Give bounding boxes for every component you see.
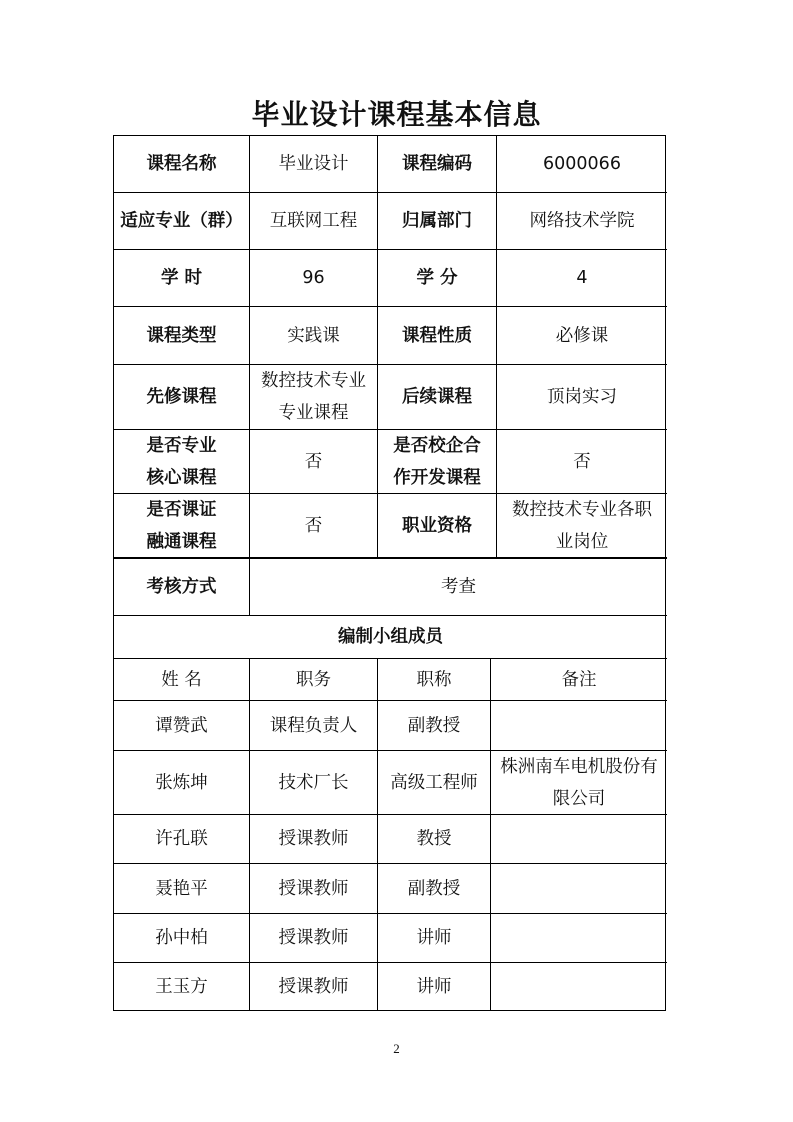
page-number: 2 <box>393 1041 400 1056</box>
member-position: 技术厂长 <box>250 751 378 815</box>
member-note <box>491 815 667 864</box>
member-position: 授课教师 <box>250 914 378 963</box>
member-note <box>491 914 667 963</box>
qualification-label: 职业资格 <box>378 494 497 559</box>
cert-label: 是否课证融通课程 <box>114 494 250 559</box>
member-title: 教授 <box>378 815 491 864</box>
type-label: 课程类型 <box>114 307 250 365</box>
nature-label: 课程性质 <box>378 307 497 365</box>
core-value: 否 <box>250 430 378 494</box>
member-title: 副教授 <box>378 864 491 914</box>
member-title: 高级工程师 <box>378 751 491 815</box>
team-section-title: 编制小组成员 <box>114 616 667 659</box>
hours-value: 96 <box>250 250 378 307</box>
member-note <box>491 701 667 751</box>
prereq-value: 数控技术专业专业课程 <box>250 365 378 430</box>
team-header-position: 职务 <box>250 659 378 701</box>
member-name: 张炼坤 <box>114 751 250 815</box>
member-title: 副教授 <box>378 701 491 751</box>
core-label: 是否专业核心课程 <box>114 430 250 494</box>
course-info-table <box>113 135 666 1011</box>
assessment-value: 考查 <box>250 559 667 616</box>
team-header-name: 姓 名 <box>114 659 250 701</box>
member-name: 聂艳平 <box>114 864 250 914</box>
hours-label: 学 时 <box>114 250 250 307</box>
member-name: 谭赞武 <box>114 701 250 751</box>
team-header-note: 备注 <box>491 659 667 701</box>
member-note <box>491 864 667 914</box>
member-name: 孙中柏 <box>114 914 250 963</box>
member-position: 授课教师 <box>250 864 378 914</box>
cert-value: 否 <box>250 494 378 559</box>
member-title: 讲师 <box>378 914 491 963</box>
dept-label: 归属部门 <box>378 193 497 250</box>
qualification-value: 数控技术专业各职业岗位 <box>497 494 667 559</box>
assessment-label: 考核方式 <box>114 559 250 616</box>
team-header-title: 职称 <box>378 659 491 701</box>
prereq-label: 先修课程 <box>114 365 250 430</box>
member-title: 讲师 <box>378 963 491 1010</box>
course-name-label: 课程名称 <box>114 136 250 193</box>
coop-value: 否 <box>497 430 667 494</box>
major-value: 互联网工程 <box>250 193 378 250</box>
nature-value: 必修课 <box>497 307 667 365</box>
credits-value: 4 <box>497 250 667 307</box>
coop-label: 是否校企合作开发课程 <box>378 430 497 494</box>
member-position: 课程负责人 <box>250 701 378 751</box>
course-name-value: 毕业设计 <box>250 136 378 193</box>
page-title: 毕业设计课程基本信息 <box>251 98 542 131</box>
course-code-label: 课程编码 <box>378 136 497 193</box>
type-value: 实践课 <box>250 307 378 365</box>
member-note: 株洲南车电机股份有限公司 <box>491 751 667 815</box>
credits-label: 学 分 <box>378 250 497 307</box>
followup-value: 顶岗实习 <box>497 365 667 430</box>
course-code-value: 6000066 <box>497 136 667 193</box>
followup-label: 后续课程 <box>378 365 497 430</box>
major-label: 适应专业（群） <box>114 193 250 250</box>
member-name: 许孔联 <box>114 815 250 864</box>
dept-value: 网络技术学院 <box>497 193 667 250</box>
member-position: 授课教师 <box>250 815 378 864</box>
member-note <box>491 963 667 1010</box>
member-position: 授课教师 <box>250 963 378 1010</box>
member-name: 王玉方 <box>114 963 250 1010</box>
